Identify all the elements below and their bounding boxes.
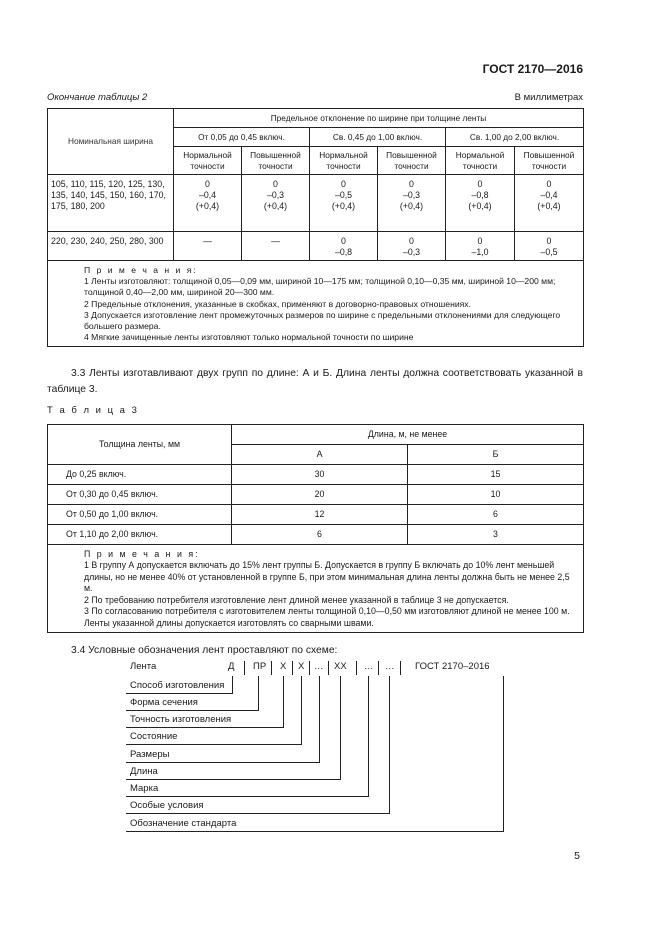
value-b: 3 — [408, 525, 584, 545]
accuracy-high: Повышенной точности — [242, 147, 310, 175]
accuracy-normal: Нормальной точности — [446, 147, 515, 175]
col-head-width: Номинальная ширина — [48, 109, 174, 175]
scheme-token: … — [314, 661, 324, 672]
scheme-line — [126, 813, 389, 814]
thickness-range: От 0,05 до 0,45 включ. — [174, 128, 310, 147]
row-label: От 0,30 до 0,45 включ. — [48, 485, 232, 505]
scheme-line — [126, 831, 503, 832]
scheme-line — [126, 693, 232, 694]
scheme-separator — [292, 661, 293, 675]
table-row — [48, 505, 584, 525]
scheme-connector — [232, 676, 233, 694]
notes-title: П р и м е ч а н и я: — [84, 549, 200, 559]
scheme-line — [126, 727, 283, 728]
scheme-connector — [319, 676, 320, 763]
paragraph-3-3: 3.3 Ленты изготавливают двух групп по длине: А и Б. Длина ленты должна соответствовать указанной в таблице 3. — [47, 368, 583, 395]
scheme-label: Длина — [130, 766, 158, 777]
scheme-token: ХХ — [334, 661, 347, 672]
group-b-head: Б — [408, 445, 584, 465]
deviation-cell: 0 –0,4 (+0,4) — [515, 175, 584, 232]
note-item: 2 По требованию потребителя изготовление лент длиной менее указанной в таблице 3 не допускается. — [84, 594, 509, 605]
note-item: 3 По согласованию потребителя с изготовителем ленты толщиной 0,10—0,50 мм изготовляют длиной не менее 100 м. Ленты указанной длины допускается изготовлять со сварными швами. — [84, 606, 570, 628]
scheme-connector — [258, 676, 259, 711]
scheme-token: ГОСТ 2170–2016 — [415, 661, 490, 672]
row-label: От 1,10 до 2,00 включ. — [48, 525, 232, 545]
scheme-connector — [340, 676, 341, 780]
table-3 — [47, 424, 584, 633]
accuracy-normal: Нормальной точности — [310, 147, 378, 175]
scheme-separator — [378, 661, 379, 675]
scheme-label: Способ изготовления — [130, 680, 225, 691]
accuracy-high: Повышенной точности — [515, 147, 584, 175]
group-head-length: Длина, м, не менее — [232, 425, 584, 445]
page-number: 5 — [574, 850, 580, 862]
table2-caption: Окончание таблицы 2 — [47, 92, 148, 103]
deviation-cell: 0 –0,3 — [378, 232, 446, 261]
deviation-cell: 0 –0,5 (+0,4) — [310, 175, 378, 232]
value-b: 6 — [408, 505, 584, 525]
value-b: 15 — [408, 465, 584, 485]
thickness-range: Св. 0,45 до 1,00 включ. — [310, 128, 446, 147]
width-cell: 220, 230, 240, 250, 280, 300 — [48, 232, 174, 261]
deviation-cell: 0 –0,8 — [310, 232, 378, 261]
group-head-deviation: Предельное отклонение по ширине при толщине ленты — [174, 109, 584, 128]
scheme-connector — [503, 676, 504, 832]
scheme-token: … — [385, 661, 395, 672]
standard-header: ГОСТ 2170—2016 — [482, 62, 583, 76]
note-item: 2 Предельные отклонения, указанные в скобках, применяют в договорно-правовых отношениях. — [84, 298, 471, 309]
table-row — [48, 232, 584, 261]
scheme-line — [126, 762, 319, 763]
scheme-token: Д — [228, 661, 235, 672]
scheme-token: Х — [298, 661, 305, 672]
thickness-range: Св. 1,00 до 2,00 включ. — [446, 128, 584, 147]
col-head-thickness: Толщина ленты, мм — [48, 425, 232, 465]
scheme-label: Особые условия — [130, 800, 204, 811]
value-a: 20 — [232, 485, 408, 505]
scheme-token: ПР — [253, 661, 267, 672]
group-a-head: А — [232, 445, 408, 465]
scheme-label: Марка — [130, 783, 159, 794]
deviation-cell: 0 –0,8 (+0,4) — [446, 175, 515, 232]
table3-notes — [48, 545, 584, 633]
width-cell: 105, 110, 115, 120, 125, 130, 135, 140, 145, 150, 160, 170, 175, 180, 200 — [48, 175, 174, 232]
scheme-connector — [389, 676, 390, 814]
scheme-separator — [400, 661, 401, 675]
value-a: 30 — [232, 465, 408, 485]
value-b: 10 — [408, 485, 584, 505]
scheme-label: Точность изготовления — [130, 714, 232, 725]
scheme-line — [126, 710, 258, 711]
scheme-separator — [309, 661, 310, 675]
scheme-separator — [328, 661, 329, 675]
table2-notes — [48, 261, 584, 347]
deviation-cell: 0 –0,4 (+0,4) — [174, 175, 242, 232]
accuracy-high: Повышенной точности — [378, 147, 446, 175]
value-a: 6 — [232, 525, 408, 545]
scheme-label: Обозначение стандарта — [130, 818, 237, 829]
table-row — [48, 525, 584, 545]
note-item: 4 Мягкие зачищенные ленты изготовляют только нормальной точности по ширине — [84, 332, 414, 343]
notes-title: П р и м е ч а н и я: — [84, 265, 198, 275]
scheme-connector — [283, 676, 284, 728]
table-row — [48, 465, 584, 485]
scheme-token: Х — [280, 661, 287, 672]
scheme-label: Размеры — [130, 749, 170, 760]
scheme-label: Форма сечения — [130, 697, 198, 708]
deviation-cell: — — [174, 232, 242, 261]
note-item: 3 Допускается изготовление лент промежуточных размеров по ширине с предельными отклонениями для следующего большего размера. — [84, 309, 561, 331]
table-row — [48, 175, 584, 232]
row-label: От 0,50 до 1,00 включ. — [48, 505, 232, 525]
deviation-cell: 0 –0,5 — [515, 232, 584, 261]
scheme-separator — [271, 661, 272, 675]
accuracy-normal: Нормальной точности — [174, 147, 242, 175]
scheme-connector — [301, 676, 302, 745]
row-label: До 0,25 включ. — [48, 465, 232, 485]
deviation-cell: 0 –0,3 (+0,4) — [378, 175, 446, 232]
table2-units: В миллиметрах — [514, 92, 583, 103]
scheme-line — [126, 779, 340, 780]
value-a: 12 — [232, 505, 408, 525]
table3-caption: Т а б л и ц а 3 — [47, 405, 139, 416]
scheme-separator — [356, 661, 357, 675]
scheme-token: … — [364, 661, 374, 672]
deviation-cell: — — [242, 232, 310, 261]
scheme-connector — [368, 676, 369, 797]
scheme-token: Лента — [130, 661, 157, 672]
scheme-separator — [244, 661, 245, 675]
deviation-cell: 0 –0,3 (+0,4) — [242, 175, 310, 232]
paragraph-3-4: 3.4 Условные обозначения лент проставляют по схеме: — [71, 645, 338, 656]
deviation-cell: 0 –1,0 — [446, 232, 515, 261]
note-item: 1 В группу А допускается включать до 15% лент группы Б. Допускается в группу Б включать до 10% лент меньшей длины, но не менее 40% от установленной в группе Б, при этом минимальная длина ленты должна быть не менее 2,5 м. — [84, 560, 570, 594]
table-row — [48, 485, 584, 505]
scheme-line — [126, 796, 368, 797]
note-item: 1 Ленты изготовляют: толщиной 0,05—0,09 мм, шириной 10—175 мм; толщиной 0,10—0,35 мм, шириной 10—200 мм; толщиной 0,40—2,00 мм, шириной 20—300 мм. — [84, 276, 556, 298]
scheme-label: Состояние — [130, 731, 178, 742]
table-2 — [47, 108, 584, 347]
scheme-line — [126, 744, 301, 745]
